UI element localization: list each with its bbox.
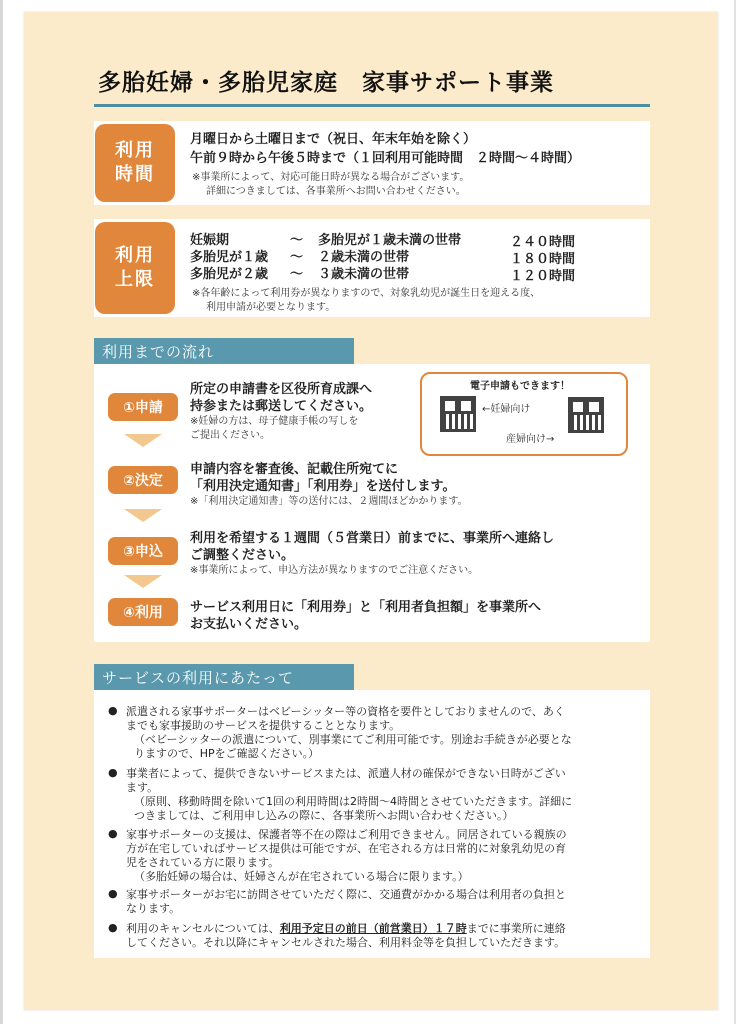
note-line: なります。 [126, 902, 181, 915]
step-use-line1: サービス利用日に「利用券」と「利用者負担額」を事業所へ [190, 600, 542, 615]
flow-arrow-icon [124, 509, 162, 522]
limit-row-from: 妊娠期 [190, 233, 230, 248]
limit-row-hours: ２４０時間 [510, 235, 576, 250]
step-booking-label: ③申込 [108, 537, 178, 565]
note-line: （原則、移動時間を除いて1回の利用時間は2時間〜4時間とさせていただきます。詳細に [134, 795, 573, 808]
step-use-line2: お支払いください。 [190, 617, 308, 632]
note-line: 家事サポーターがお宅に訪問させていただく際に、交通費がかかる場合は利用者の負担と [126, 888, 566, 901]
step-decision-note1: ※「利用決定通知書」等の送付には、２週間ほどかかります。 [190, 496, 468, 507]
usage-time-tag-line2: 時間 [115, 164, 155, 185]
limit-row-from: 多胎児が２歳 [190, 267, 269, 282]
bullet-icon: ● [108, 887, 118, 900]
limit-row-to: 多胎児が１歳未満の世帯 [318, 233, 462, 248]
note-line: 児をされている方に限ります。 [126, 856, 280, 869]
limit-row-hours: １２０時間 [510, 269, 576, 284]
usage-limit-tag-line2: 上限 [115, 269, 155, 290]
limit-row-sep: 〜 [290, 233, 304, 248]
usage-time-line2: 午前９時から午後５時まで（１回利用可能時間 ２時間〜４時間） [190, 151, 581, 166]
qr-code-postpartum[interactable] [568, 397, 604, 433]
note-line: までも家事援助のサービスを提供することとなります。 [126, 719, 401, 732]
qr-label-pregnant: ←妊婦向け [482, 404, 531, 415]
note-line: りますので、HPをご確認ください。） [134, 747, 320, 760]
usage-limit-tag [95, 222, 175, 314]
limit-row-from: 多胎児が１歳 [190, 250, 269, 265]
title-underline [94, 104, 650, 107]
usage-limit-note1: ※各年齢によって利用券が異なりますので、対象乳幼児が誕生日を迎える度、 [192, 288, 541, 299]
usage-limit-note2: 利用申請が必要となります。 [206, 302, 336, 313]
limit-row-to: ３歳未満の世帯 [318, 267, 410, 282]
note-cancel-pre: 利用のキャンセルについては、 [126, 922, 280, 935]
bullet-icon: ● [108, 766, 118, 779]
left-edge [0, 0, 3, 1024]
note-line: 方が在宅していればサービス提供は可能ですが、在宅される方は日常的に対象乳幼児の育 [126, 842, 566, 855]
limit-row-hours: １８０時間 [510, 252, 576, 267]
bullet-icon: ● [108, 704, 118, 717]
step-use-label: ④利用 [108, 598, 178, 626]
bullet-icon: ● [108, 921, 118, 934]
note-line: つきましては、ご利用申し込みの際に、各事業所へお問い合わせください。） [134, 809, 514, 822]
qr-label-postpartum: 産婦向け→ [506, 434, 555, 445]
note-line: してください。それ以降にキャンセルされた場合、利用料金等を負担していただきます。 [126, 936, 566, 949]
step-decision-line2: 「利用決定通知書」「利用券」を送付します。 [190, 479, 456, 494]
limit-row-sep: 〜 [290, 250, 304, 265]
step-apply-label: ①申請 [108, 393, 178, 421]
qr-code-pregnant[interactable] [440, 396, 476, 432]
step-apply-note1: ※妊婦の方は、母子健康手帳の写しを [190, 416, 359, 427]
usage-time-note2: 詳細につきましては、各事業所へお問い合わせください。 [206, 186, 466, 197]
note-cancel-post: までに事業所に連絡 [466, 922, 566, 935]
step-apply-line1: 所定の申請書を区役所育成課へ [190, 382, 373, 397]
note-line: （多胎妊婦の場合は、妊婦さんが在宅されている場合に限ります。） [134, 870, 469, 883]
usage-time-line1: 月曜日から土曜日まで（祝日、年末年始を除く） [190, 132, 477, 147]
bullet-icon: ● [108, 827, 118, 840]
note-line: 派遣される家事サポーターはベビーシッター等の資格を要件としておりませんので、あく [126, 705, 565, 718]
step-booking-note1: ※事業所によって、申込方法が異なりますのでご注意ください。 [190, 565, 479, 576]
step-apply-line2: 持参または郵送してください。 [190, 399, 373, 414]
flow-arrow-icon [124, 434, 162, 447]
page-title: 多胎妊婦・多胎児家庭 家事サポート事業 [98, 70, 554, 96]
step-booking-line1: 利用を希望する１週間（５営業日）前までに、事業所へ連絡し [190, 531, 555, 546]
limit-row-to: ２歳未満の世帯 [318, 250, 410, 265]
step-booking-line2: ご調整ください。 [190, 548, 295, 563]
note-line: （ベビーシッターの派遣について、別事業にてご利用可能です。別途お手続きが必要とな [134, 733, 572, 746]
usage-time-tag-line1: 利用 [115, 139, 155, 161]
online-application-title: 電子申請もできます！ [470, 381, 570, 392]
note-line: ます。 [126, 781, 159, 794]
limit-row-sep: 〜 [290, 267, 304, 282]
usage-time-note1: ※事業所によって、対応可能日時が異なる場合がございます。 [192, 172, 470, 183]
flow-heading: 利用までの流れ [94, 338, 354, 364]
notes-heading: サービスの利用にあたって [94, 664, 354, 690]
note-line: 家事サポーターの支援は、保護者等不在の際はご利用できません。同居されている親族の [126, 828, 567, 841]
flow-arrow-icon [124, 575, 162, 588]
step-decision-label: ②決定 [108, 466, 178, 494]
note-cancel-deadline: 利用予定日の前日（前営業日）１７時 [279, 922, 467, 935]
step-decision-line1: 申請内容を審査後、記載住所宛てに [190, 462, 399, 477]
step-apply-note2: ご提出ください。 [190, 430, 270, 441]
usage-time-tag [95, 124, 175, 202]
note-line: 事業者によって、提供できないサービスまたは、派遣人材の確保ができない日時がござい [126, 767, 566, 780]
usage-limit-tag-line1: 利用 [115, 244, 155, 266]
